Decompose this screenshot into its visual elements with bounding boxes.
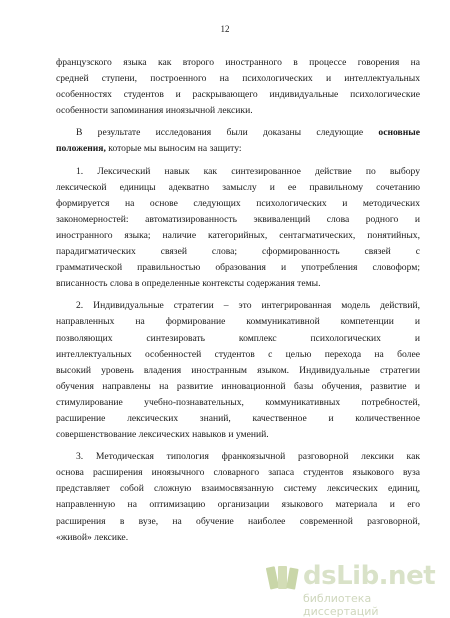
text-line xyxy=(56,427,420,443)
text-segment: направленных на формирование коммуникативной компетенции и xyxy=(56,316,420,328)
text-segment: 3. Методическая типология франкоязычной разговорной лексики как xyxy=(76,451,420,463)
text-segment: высокий уровень владения иностранным языком. Индивидуальные стратегии xyxy=(56,364,420,376)
text-segment: закономерностей: автоматизированность эквиваленций слова родного и xyxy=(56,213,420,225)
text-segment: вписанность слова в определенные контексты содержания темы. xyxy=(56,278,321,290)
text-line xyxy=(56,497,420,513)
text-line xyxy=(56,449,420,465)
text-line xyxy=(56,228,420,244)
watermark-name: dsLib.net xyxy=(303,561,436,591)
text-line xyxy=(56,212,420,228)
text-segment: «живой» лексике. xyxy=(56,531,129,543)
text-line xyxy=(56,55,420,71)
bold-text: основные xyxy=(378,127,420,139)
text-line xyxy=(56,103,420,119)
text-segment: обучения направлены на развитие инновационной базы обучения, развитие и xyxy=(56,380,420,392)
text-segment: В результате исследования были доказаны следующие xyxy=(76,127,379,139)
watermark-subtitle: библиотека диссертаций xyxy=(303,592,379,618)
text-line xyxy=(56,347,420,363)
text-segment: позволяющих синтезировать комплекс психологических и xyxy=(56,332,420,344)
text-line xyxy=(56,481,420,497)
text-line xyxy=(56,196,420,212)
text-segment: интеллектуальных особенностей студентов с целью перехода на более xyxy=(56,348,420,360)
text-segment: совершенствование лексических навыков и умений. xyxy=(56,429,269,441)
text-line xyxy=(56,363,420,379)
text-line xyxy=(56,530,420,546)
text-line xyxy=(56,395,420,411)
text-segment: расширение лексических знаний, качественное и количественное xyxy=(56,412,420,424)
text-segment: которые мы выносим на защиту: xyxy=(105,143,242,155)
text-segment: направленную на оптимизацию организации языкового материала и его xyxy=(56,499,420,511)
text-line xyxy=(56,514,420,530)
text-segment: иностранного языка; наличие категорийных, сентагматических, понятийных, xyxy=(56,229,420,241)
watermark xyxy=(266,561,436,618)
text-line xyxy=(56,260,420,276)
text-line xyxy=(56,465,420,481)
text-line xyxy=(56,141,420,157)
text-segment: французского языка как второго иностранного в процессе говорения на xyxy=(56,57,420,68)
text-segment: лексической единицы адекватно замыслу и ее правильному сочетанию xyxy=(56,181,420,193)
text-line xyxy=(56,180,420,196)
text-line xyxy=(56,379,420,395)
text-line xyxy=(56,331,420,347)
text-line xyxy=(56,314,420,330)
text-segment: 2. Индивидуальные стратегии – это интегрированная модель действий, xyxy=(76,300,420,312)
text-segment: особенности запоминания иноязычной лексики. xyxy=(56,105,253,117)
text-segment: средней ступени, построенного на психологических и интеллектуальных xyxy=(56,73,420,85)
text-segment: особенностях студентов и раскрывающего индивидуальные психологические xyxy=(56,89,420,101)
text-line xyxy=(56,87,420,103)
dslib-logo-icon xyxy=(266,563,300,593)
text-line xyxy=(56,244,420,260)
text-segment: стимулирование учебно-познавательных, коммуникативных потребностей, xyxy=(56,396,420,408)
bold-text: положения, xyxy=(56,143,106,155)
text-line xyxy=(56,298,420,314)
text-line xyxy=(56,71,420,87)
text-segment: основа расширения иноязычного словарного запаса студентов языкового вуза xyxy=(56,467,420,479)
text-segment: 1. Лексический навык как синтезированное действие по выбору xyxy=(76,165,420,177)
text-line xyxy=(56,411,420,427)
text-line xyxy=(56,125,420,141)
document-body xyxy=(56,55,420,546)
text-line xyxy=(56,164,420,180)
text-segment: формируется на основе следующих психологических и методических xyxy=(56,197,420,209)
text-line xyxy=(56,276,420,292)
text-segment: представляет собой сложную взаимосвязанную систему лексических единиц, xyxy=(56,483,420,495)
page-number: 12 xyxy=(220,24,230,34)
text-segment: грамматической правильностью образования и употребления словоформ; xyxy=(56,262,420,274)
text-segment: парадигматических связей слова; сформированность связей с xyxy=(56,246,420,258)
text-segment: расширения в вузе, на обучение наиболее современной разговорной, xyxy=(56,515,420,527)
